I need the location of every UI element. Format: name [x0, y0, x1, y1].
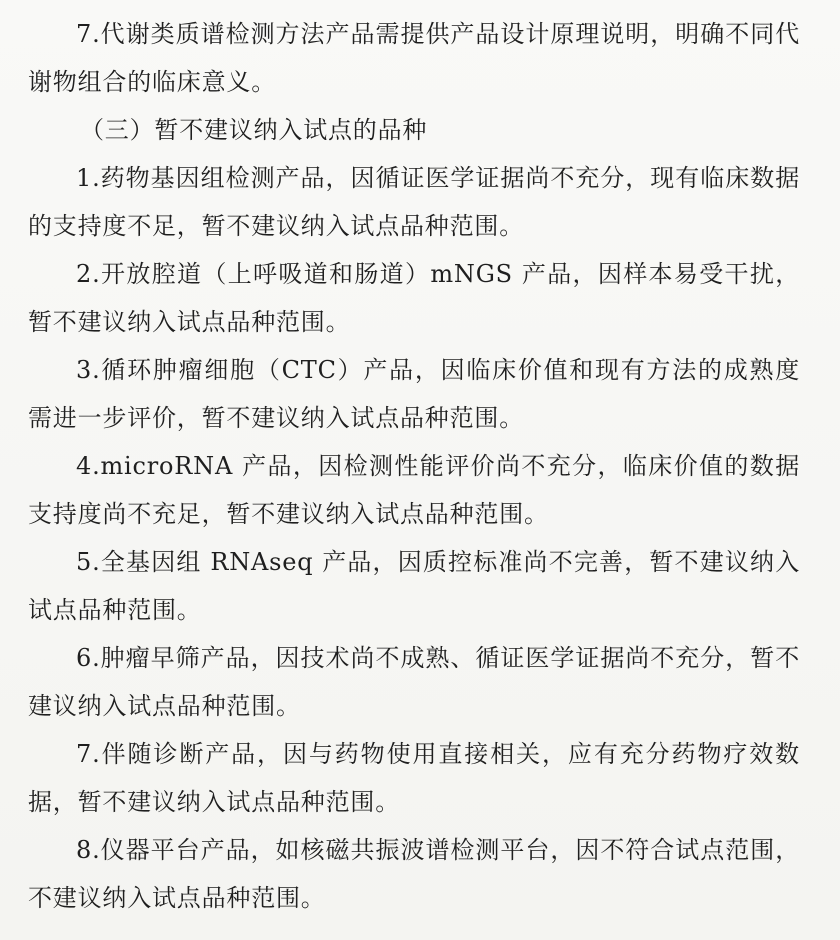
paragraph-item-8: 8.仪器平台产品，如核磁共振波谱检测平台，因不符合试点范围，不建议纳入试点品种范围。: [28, 836, 800, 912]
paragraph-metabolic-ms: 7.代谢类质谱检测方法产品需提供产品设计原理说明，明确不同代谢物组合的临床意义。: [28, 20, 800, 96]
paragraph-item-6: 6.肿瘤早筛产品，因技术尚不成熟、循证医学证据尚不充分，暂不建议纳入试点品种范围。: [28, 644, 800, 720]
section-heading: （三）暂不建议纳入试点的品种: [80, 116, 428, 144]
paragraph-item-7: 7.伴随诊断产品，因与药物使用直接相关，应有充分药物疗效数据，暂不建议纳入试点品种范围。: [28, 740, 800, 816]
paragraph-item-2: 2.开放腔道（上呼吸道和肠道）mNGS 产品，因样本易受干扰，暂不建议纳入试点品种范围。: [28, 260, 800, 336]
paragraph-item-3: 3.循环肿瘤细胞（CTC）产品，因临床价值和现有方法的成熟度需进一步评价，暂不建议纳入试点品种范围。: [28, 356, 800, 432]
paragraph-item-4: 4.microRNA 产品，因检测性能评价尚不充分，临床价值的数据支持度尚不充足，暂不建议纳入试点品种范围。: [28, 452, 800, 528]
paragraph-item-5: 5.全基因组 RNAseq 产品，因质控标准尚不完善，暂不建议纳入试点品种范围。: [28, 548, 800, 624]
paragraph-item-1: 1.药物基因组检测产品，因循证医学证据尚不充分，现有临床数据的支持度不足，暂不建议纳入试点品种范围。: [28, 164, 800, 240]
